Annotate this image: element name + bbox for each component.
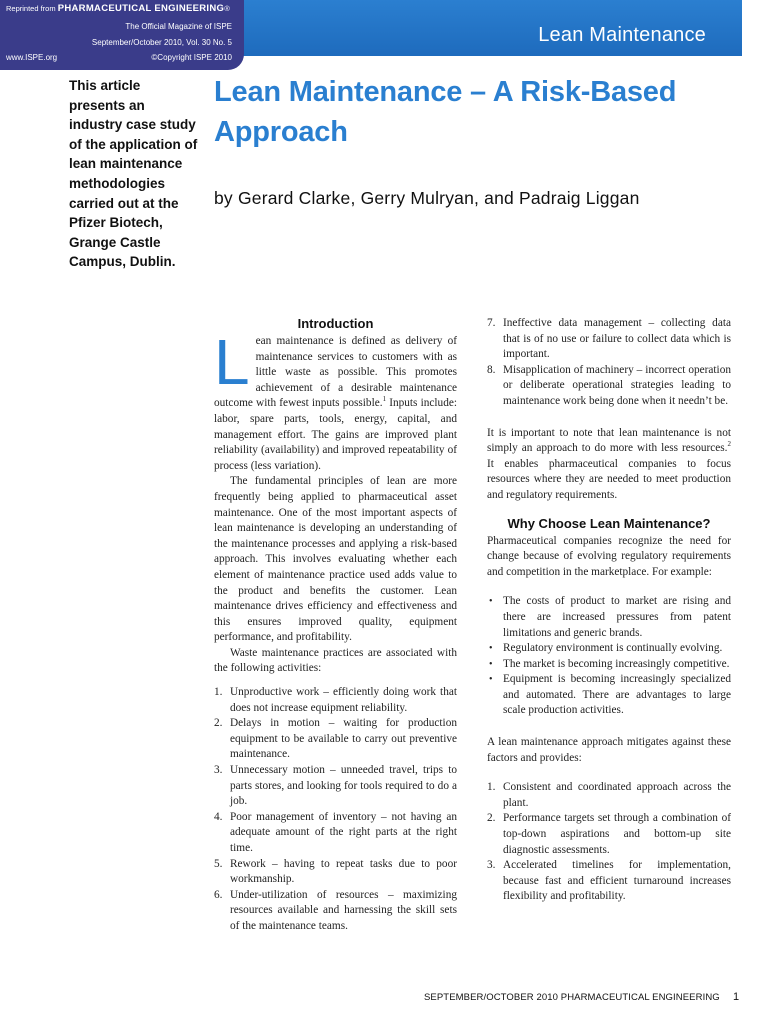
benefit-list-item [487,780,731,811]
footnote-ref-2[interactable]: 2 [727,440,731,449]
list-marker: 5. [214,857,223,870]
left-column [214,316,457,935]
list-item-text: Unproductive work – efficiently doing work that does not increase equipment reliability. [230,686,457,714]
list-marker: 3. [214,764,223,777]
article-title-line1: Lean Maintenance – A Risk-Based [214,76,677,108]
reprint-source [6,3,230,14]
benefit-list-item [487,858,731,905]
page-number: 1 [733,991,740,1003]
list-item-text: Unnecessary motion – unneeded travel, trips to parts stores, and looking for tools required to do a job. [230,764,457,808]
bullet-item [487,672,731,719]
copyright: ©Copyright ISPE 2010 [151,53,232,62]
list-marker: • [489,643,493,655]
waste-intro-paragraph: Waste maintenance practices are associated with the following activities: [214,646,457,675]
note-text: It is important to note that lean maintenance is not simply an approach to do more with less resources. [487,426,731,455]
intro-text: ean maintenance is defined as delivery of maintenance services to customers with as little waste as possible. This promotes achievement of a desirable maintenance outcome with fewest inputs possible. [214,335,457,410]
list-marker: 6. [214,888,223,901]
note-paragraph [487,426,731,504]
bullet-item [487,641,731,657]
provides-paragraph: A lean maintenance approach mitigates against these factors and provides: [487,736,731,764]
bullet-item [487,657,731,673]
article-title [214,72,734,152]
reprinted-from-label: Reprinted from [6,4,56,13]
note-text-rest: It enables pharmaceutical companies to focus resources where they are needed to meet production and regulatory requirements. [487,457,731,501]
list-marker: 2. [214,717,223,730]
magazine-mark: ® [224,4,230,13]
intro-text-rest: Inputs include: labor, spare parts, tools, energy, capital, and management effort. The gains are improved plant reliability (availability) and improved repeatability of process (less variation). [214,397,457,472]
magazine-name: PHARMACEUTICAL ENGINEERING [57,3,225,14]
waste-list-item [214,857,457,888]
list-item-text: Rework – having to repeat tasks due to poor workmanship. [230,857,457,886]
list-item-text: Under-utilization of resources – maximizing resources available and harnessing the skill sets of the maintenance teams. [230,888,457,932]
waste-activities-list-continued [487,316,731,410]
footnote-ref-1[interactable]: 1 [382,395,387,404]
byline: by Gerard Clarke, Gerry Mulryan, and Padraig Liggan [214,188,640,208]
article-summary: This article presents an industry case study of the application of lean maintenance methodologies carried out at the Pfizer Biotech, Grange Castle Campus, Dublin. [69,78,198,270]
magazine-subtitle: The Official Magazine of ISPE [125,22,232,31]
ispe-link[interactable]: www.ISPE.org [6,53,58,62]
list-marker: 8. [487,363,496,376]
drop-cap: L [214,326,250,398]
right-column [487,316,731,905]
benefit-list-item [487,811,731,858]
list-marker: • [489,596,493,608]
list-marker: 4. [214,810,223,823]
section-title: Lean Maintenance [538,24,706,46]
list-marker: 1. [214,686,223,699]
benefits-list [487,780,731,905]
bullet-item [487,594,731,641]
waste-list-item [214,716,457,763]
list-item-text: Regulatory environment is continually evolving. [503,642,723,655]
waste-activities-list [214,685,457,935]
list-item-text: Equipment is becoming increasingly specialized and automated. There are advantages to large scale production activities. [503,673,731,717]
article-title-line2: Approach [214,116,348,148]
list-item-text: Ineffective data management – collecting data that is of no use or failure to collect data which is important. [503,317,731,361]
principles-paragraph: The fundamental principles of lean are more frequently being applied to pharmaceutical asset maintenance. One of the most important aspects of lean maintenance is developing an understanding of the maintenance processes and applying a risk-based approach. This involves evaluating whether each element of maintenance practice used adds value to the product and benefits the customer. Lean maintenance drives efficiency and effectiveness and this ensures improved quality, equipment performance, and profitability. [214,475,457,644]
list-marker: • [489,674,493,686]
issue-info: September/October 2010, Vol. 30 No. 5 [91,38,232,47]
waste-list-item [487,316,731,363]
list-item-text: The market is becoming increasingly competitive. [503,657,730,670]
list-marker: 1. [487,781,496,794]
list-item-text: Performance targets set through a combination of top-down aspirations and bottom-up site diagnostic assessments. [503,812,731,856]
intro-paragraph [214,326,457,474]
list-item-text: Accelerated timelines for implementation, because fast and efficient turnaround increases flexibility and profitability. [503,859,731,903]
waste-list-item [214,763,457,810]
waste-list-item [214,685,457,716]
list-marker: 3. [487,859,496,872]
list-marker: 7. [487,317,496,329]
waste-list-item [214,810,457,857]
waste-list-item [487,363,731,410]
list-marker: • [489,658,493,670]
list-item-text: Misapplication of machinery – incorrect operation or deliberate operational strategies leading to maintenance work being done when it needn’t be. [503,363,731,407]
list-item-text: Poor management of inventory – not having an adequate amount of the right parts at the right time. [230,810,457,854]
pressures-bullet-list [487,594,731,719]
list-item-text: The costs of product to market are rising and there are increased pressures from patent limitations and generic brands. [503,595,731,639]
reprint-box [0,0,244,70]
list-marker: 2. [487,812,496,825]
section-heading-introduction: Introduction [297,316,374,331]
list-item-text: Delays in motion – waiting for production equipment to be available to carry out preventive maintenance. [230,717,457,761]
waste-list-item [214,888,457,935]
list-item-text: Consistent and coordinated approach across the plant. [503,781,731,809]
footer-issue: SEPTEMBER/OCTOBER 2010 PHARMACEUTICAL ENGINEERING [424,992,720,1003]
section-heading-why-lean: Why Choose Lean Maintenance? [507,515,711,531]
why-paragraph: Pharmaceutical companies recognize the need for change because of evolving regulatory requirements and competition in the marketplace. For example: [487,534,731,578]
